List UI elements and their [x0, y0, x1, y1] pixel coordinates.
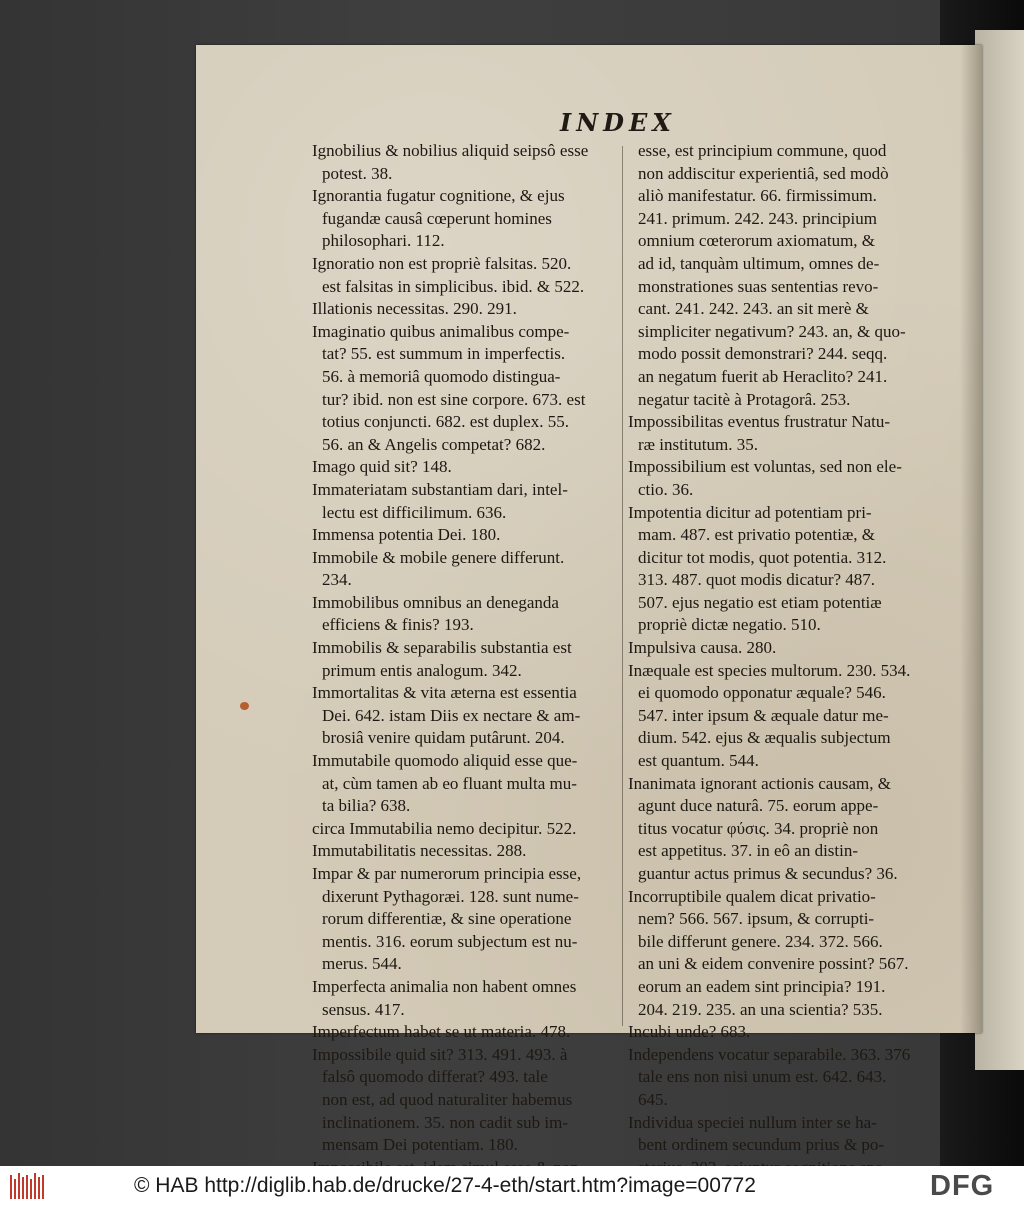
- index-entry: Impossibilium est voluntas, sed non ele-: [628, 457, 902, 477]
- index-continuation-line: omnium cœterorum axiomatum, &: [638, 231, 876, 251]
- index-entry: Illationis necessitas. 290. 291.: [312, 299, 517, 319]
- index-entry: Immobilibus omnibus an deneganda: [312, 592, 559, 612]
- index-continuation-line: 313. 487. quot modis dicatur? 487.: [638, 570, 876, 590]
- index-entry: Immutabile quomodo aliquid esse que-: [312, 751, 578, 771]
- index-continuation-line: at, cùm tamen ab eo fluant multa mu-: [322, 773, 577, 793]
- index-continuation-line: dicitur tot modis, quot potentia. 312.: [638, 547, 887, 567]
- index-entry: Incubi unde? 683.: [628, 1022, 751, 1042]
- index-entry: Individua speciei nullum inter se ha-: [628, 1112, 877, 1132]
- index-entry: circa Immutabilia nemo decipitur. 522.: [312, 818, 577, 838]
- index-continuation-line: potest. 38.: [322, 163, 393, 183]
- hab-logo-icon: [8, 1171, 48, 1203]
- index-continuation-line: guantur actus primus & secundus? 36.: [638, 864, 898, 883]
- index-entry: Incorruptibile qualem dicat privatio-: [628, 886, 876, 906]
- index-continuation-line: an uni & eidem convenire possint? 567.: [638, 954, 909, 974]
- index-continuation-line: ta bilia? 638.: [322, 796, 411, 816]
- index-entry: Impossibile quid sit? 313. 491. 493. à: [312, 1044, 568, 1064]
- index-continuation-line: 547. inter ipsum & æquale datur me-: [638, 705, 889, 725]
- index-continuation-line: est quantum. 544.: [638, 751, 759, 771]
- index-continuation-line: dium. 542. ejus & æqualis subjectum: [638, 728, 891, 748]
- running-head: INDEX: [560, 108, 676, 137]
- index-continuation-line: ctio. 36.: [638, 479, 694, 499]
- index-continuation-line: nem? 566. 567. ipsum, & corrupti-: [638, 909, 875, 929]
- index-entry: Imperfecta animalia non habent omnes: [312, 976, 577, 996]
- index-continuation-line: merus. 544.: [322, 954, 402, 974]
- index-continuation-line: tur? ibid. non est sine corpore. 673. est: [322, 389, 586, 409]
- index-continuation-line: philosophari. 112.: [322, 231, 445, 251]
- index-entry: Immutabilitatis necessitas. 288.: [312, 841, 527, 861]
- index-continuation-line: lectu est difficilimum. 636.: [322, 502, 507, 522]
- index-continuation-line: negatur tacitè à Protagorâ. 253.: [638, 389, 851, 409]
- index-entry: Independens vocatur separabile. 363. 376: [628, 1044, 911, 1064]
- index-entry: Inanimata ignorant actionis causam, &: [628, 773, 891, 793]
- index-continuation-line: efficiens & finis? 193.: [322, 615, 474, 635]
- index-continuation-line: tat? 55. est summum in imperfectis.: [322, 344, 566, 364]
- index-continuation-line: cant. 241. 242. 243. an sit merè &: [638, 299, 869, 319]
- index-continuation-line: Dei. 642. istam Diis ex nectare & am-: [322, 705, 581, 725]
- index-entry: Imago quid sit? 148.: [312, 457, 452, 477]
- index-continuation-line: non addiscitur experientiâ, sed modò: [638, 163, 889, 183]
- index-continuation-line: ad id, tanquàm ultimum, omnes de-: [638, 253, 880, 273]
- index-entry: Ignobilius & nobilius aliquid seipsô esse: [312, 141, 589, 160]
- index-entry: Impotentia dicitur ad potentiam pri-: [628, 502, 872, 522]
- index-continuation-line: ei quomodo opponatur æquale? 546.: [638, 683, 886, 703]
- index-continuation-line: 645.: [638, 1089, 668, 1109]
- footer-bar: [0, 1166, 1024, 1209]
- index-entry: Immateriatam substantiam dari, intel-: [312, 479, 568, 499]
- index-continuation-line: tale ens non nisi unum est. 642. 643.: [638, 1067, 887, 1087]
- index-continuation-line: totius conjuncti. 682. est duplex. 55.: [322, 412, 569, 432]
- index-continuation-line: mam. 487. est privatio potentiæ, &: [638, 525, 876, 545]
- index-continuation-line: falsô quomodo differat? 493. tale: [322, 1067, 548, 1087]
- index-continuation-line: monstrationes suas sententias revo-: [638, 276, 879, 296]
- index-continuation-line: bile differunt genere. 234. 372. 566.: [638, 931, 883, 951]
- index-continuation-line: est falsitas in simplicibus. ibid. & 522.: [322, 276, 585, 296]
- index-continuation-line: agunt duce naturâ. 75. eorum appe-: [638, 796, 879, 816]
- index-continuation-line: simpliciter negativum? 243. an, & quo-: [638, 321, 906, 341]
- index-continuation-line: esse, est principium commune, quod: [638, 141, 887, 160]
- index-continuation-line: brosiâ venire quidam putârunt. 204.: [322, 728, 565, 748]
- index-entry: Ignorantia fugatur cognitione, & ejus: [312, 186, 565, 206]
- copyright-link[interactable]: © HAB http://diglib.hab.de/drucke/27-4-eth/start.htm?image=00772: [134, 1174, 756, 1197]
- index-entry: Immobile & mobile genere differunt.: [312, 547, 565, 567]
- page-gutter-shadow: [960, 45, 982, 1033]
- index-column-right: [628, 140, 936, 1202]
- index-continuation-line: dixerunt Pythagoræi. 128. sunt nume-: [322, 886, 579, 906]
- index-entry: Imaginatio quibus animalibus compe-: [312, 321, 570, 341]
- index-continuation-line: mentis. 316. eorum subjectum est nu-: [322, 931, 578, 951]
- index-entry: Impar & par numerorum principia esse,: [312, 864, 582, 883]
- ink-stain: [240, 702, 249, 710]
- index-continuation-line: aliò manifestatur. 66. firmissimum.: [638, 186, 877, 206]
- index-continuation-line: modo possit demonstrari? 244. seqq.: [638, 344, 888, 364]
- index-continuation-line: 241. primum. 242. 243. principium: [638, 208, 877, 228]
- index-entry: Impossibilitas eventus frustratur Natu-: [628, 412, 891, 432]
- index-continuation-line: inclinationem. 35. non cadit sub im-: [322, 1112, 568, 1132]
- index-entry: Imperfectum habet se ut materia. 478.: [312, 1022, 571, 1042]
- index-continuation-line: eorum an eadem sint principia? 191.: [638, 976, 886, 996]
- index-continuation-line: bent ordinem secundum prius & po-: [638, 1135, 884, 1155]
- dfg-logo: DFG: [930, 1170, 995, 1202]
- index-entry: Impulsiva causa. 280.: [628, 638, 777, 658]
- index-continuation-line: an negatum fuerit ab Heraclito? 241.: [638, 366, 888, 386]
- index-continuation-line: sensus. 417.: [322, 999, 405, 1019]
- index-continuation-line: fugandæ causâ cœperunt homines: [322, 208, 552, 228]
- index-entry: Ignoratio non est propriè falsitas. 520.: [312, 253, 572, 273]
- index-continuation-line: 56. à memoriâ quomodo distingua-: [322, 366, 561, 386]
- index-continuation-line: 204. 219. 235. an una scientia? 535.: [638, 999, 883, 1019]
- index-continuation-line: 56. an & Angelis competat? 682.: [322, 434, 546, 454]
- index-entry: Inæquale est species multorum. 230. 534.: [628, 660, 911, 680]
- index-column-left: [312, 140, 620, 1179]
- index-entry: Immobilis & separabilis substantia est: [312, 638, 572, 658]
- index-continuation-line: 507. ejus negatio est etiam potentiæ: [638, 592, 882, 612]
- index-continuation-line: 234.: [322, 570, 352, 590]
- index-continuation-line: primum entis analogum. 342.: [322, 660, 522, 680]
- index-entry: Immortalitas & vita æterna est essentia: [312, 683, 577, 703]
- adjacent-page-edge: [975, 30, 1024, 1070]
- index-continuation-line: non est, ad quod naturaliter habemus: [322, 1089, 573, 1109]
- index-continuation-line: ræ institutum. 35.: [638, 434, 758, 454]
- index-continuation-line: mensam Dei potentiam. 180.: [322, 1135, 518, 1155]
- index-entry: Immensa potentia Dei. 180.: [312, 525, 501, 545]
- index-continuation-line: propriè dictæ negatio. 510.: [638, 615, 821, 635]
- index-continuation-line: est appetitus. 37. in eô an distin-: [638, 841, 859, 861]
- index-continuation-line: titus vocatur φύσις. 34. propriè non: [638, 818, 879, 838]
- column-divider: [622, 146, 623, 1026]
- index-continuation-line: rorum differentiæ, & sine operatione: [322, 909, 572, 929]
